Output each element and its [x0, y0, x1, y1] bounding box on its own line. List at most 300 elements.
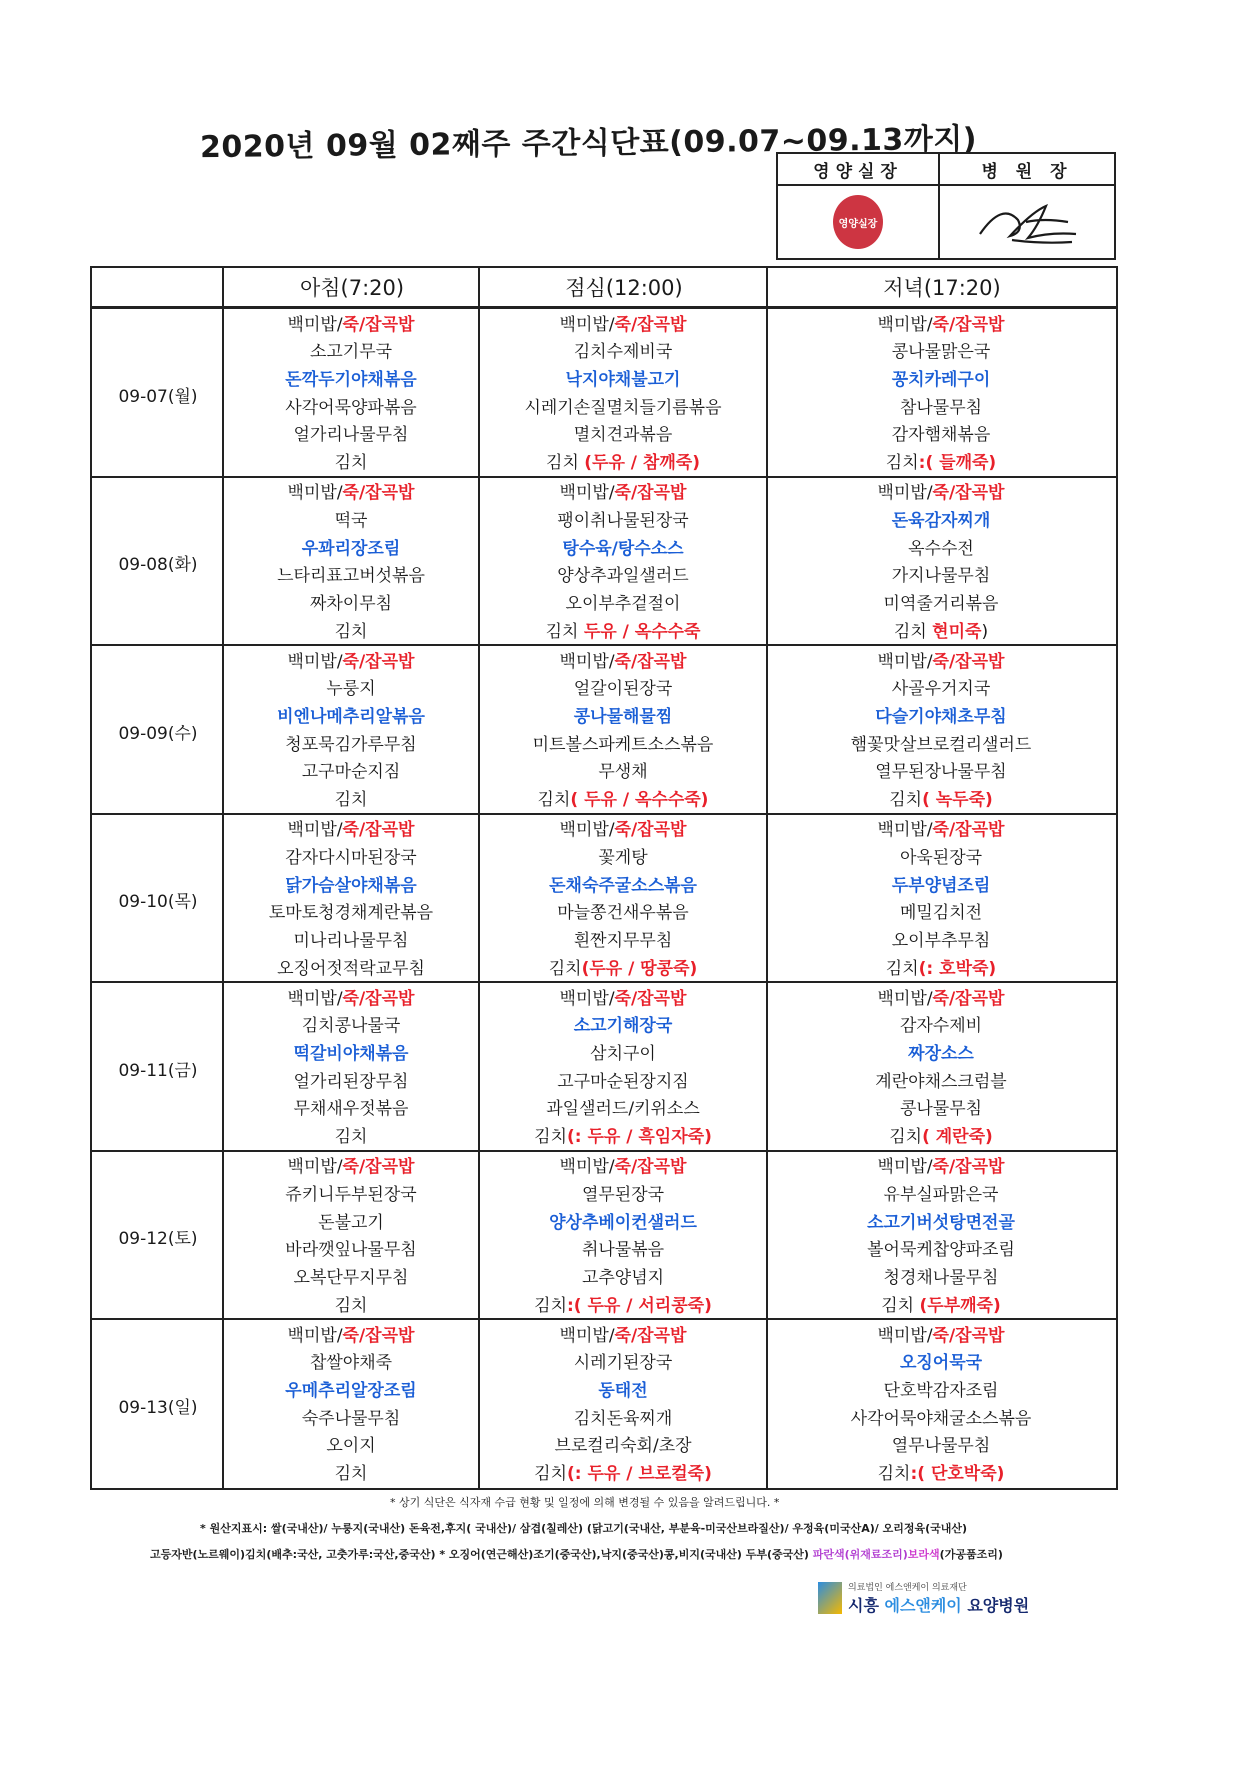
- menu-item-text: (: 두유 / 흑임자죽): [567, 1127, 712, 1148]
- menu-item-text: 옥수수전: [908, 538, 974, 559]
- menu-item: [277, 564, 425, 588]
- header-dinner: 저녁(17:20): [883, 276, 1001, 300]
- menu-item: [294, 929, 409, 953]
- menu-item-text: 꽃게탕: [598, 847, 648, 868]
- menu-item: [900, 901, 982, 925]
- menu-item-text: 죽/잡곡밥: [342, 988, 415, 1009]
- lunch-cell: [480, 815, 766, 985]
- menu-item: [288, 987, 415, 1011]
- menu-item: [574, 929, 673, 953]
- lunch-cell: [480, 646, 766, 816]
- menu-item-text: 백미밥/: [877, 988, 933, 1009]
- menu-item-text: 볼어묵케찹양파조림: [867, 1240, 1015, 1261]
- menu-item-text: 오이지: [326, 1436, 376, 1457]
- menu-item-text: 사각어묵양파볶음: [285, 397, 417, 418]
- menu-item-text: 우메추리알장조림: [285, 1381, 417, 1402]
- menu-item: [557, 1070, 688, 1094]
- menu-item-text: 오징어젓적락교무침: [277, 958, 425, 979]
- menu-item-text: 죽/잡곡밥: [342, 651, 415, 672]
- dinner-cell: [768, 309, 1114, 479]
- menu-item: [549, 1211, 697, 1235]
- menu-item-text: 백미밥/: [877, 483, 933, 504]
- menu-item-text: 죽/잡곡밥: [342, 314, 415, 335]
- menu-item: [294, 1042, 409, 1066]
- menu-item: [566, 368, 681, 392]
- menu-item-text: 콩나물맑은국: [891, 342, 991, 363]
- menu-item: [538, 788, 709, 812]
- day-label: 09-13(일): [118, 1397, 198, 1418]
- menu-item-text: (두부깨죽): [919, 1295, 1001, 1316]
- weekly-menu-table: [90, 266, 1118, 1490]
- menu-item-text: 사각어묵야채굴소스볶음: [850, 1408, 1032, 1429]
- menu-item: [566, 592, 681, 616]
- menu-item: [302, 537, 401, 561]
- menu-item-text: 무채새우젓볶음: [293, 1099, 409, 1120]
- menu-item-text: :( 두유 / 서리콩죽): [567, 1295, 712, 1316]
- menu-item-text: :( 단호박죽): [910, 1464, 1005, 1485]
- menu-item-text: 얼가리된장무침: [293, 1071, 409, 1092]
- menu-item: [285, 396, 416, 420]
- menu-item: [900, 1097, 982, 1121]
- menu-item: [269, 901, 433, 925]
- menu-item: [900, 1351, 982, 1375]
- menu-item: [598, 846, 647, 870]
- menu-item-text: 바라깻잎나물무침: [285, 1240, 417, 1261]
- menu-item: [878, 1462, 1005, 1486]
- menu-item-text: 백미밥/: [559, 1157, 615, 1178]
- menu-item-text: 돈불고기: [318, 1212, 384, 1233]
- menu-item-text: 고구마순지짐: [301, 762, 401, 783]
- menu-item: [878, 313, 1005, 337]
- menu-item-text: 가지나물무침: [891, 566, 991, 587]
- menu-item: [574, 1014, 673, 1038]
- menu-item: [878, 650, 1005, 674]
- menu-item: [285, 846, 416, 870]
- menu-item-text: (: 두유 / 브로컬죽): [567, 1464, 712, 1485]
- menu-item: [562, 537, 683, 561]
- menu-item: [598, 760, 647, 784]
- menu-item: [560, 818, 687, 842]
- menu-item-text: 죽/잡곡밥: [614, 988, 687, 1009]
- menu-item: [892, 564, 991, 588]
- menu-item-text: 백미밥/: [877, 820, 933, 841]
- lunch-cell: [480, 983, 766, 1153]
- logo-foundation-text: 의료법인 에스앤케이 의료재단: [848, 1583, 967, 1593]
- menu-item-text: 백미밥/: [287, 314, 343, 335]
- menu-item-text: 백미밥/: [877, 1325, 933, 1346]
- menu-item-text: 브로컬리숙회/초장: [554, 1436, 692, 1457]
- menu-item: [889, 788, 993, 812]
- menu-item-text: 오복단무지무침: [293, 1267, 409, 1288]
- menu-item: [851, 1407, 1032, 1431]
- menu-item-text: 김치: [534, 1295, 567, 1316]
- menu-item-text: 백미밥/: [559, 988, 615, 1009]
- menu-item-text: (두유 / 땅콩죽): [581, 958, 698, 979]
- origin-processed-label: (가공품조리): [939, 1548, 1003, 1561]
- menu-item: [875, 760, 1006, 784]
- menu-item: [549, 957, 698, 981]
- menu-item-text: 콩나물해물찜: [573, 707, 673, 728]
- menu-item: [326, 677, 375, 701]
- menu-item-text: 백미밥/: [287, 988, 343, 1009]
- menu-item-text: 김치: [534, 1464, 567, 1485]
- menu-item-text: 햄꽃맛살브로컬리샐러드: [850, 734, 1032, 755]
- menu-item-text: 돈깍두기야채볶음: [285, 370, 417, 391]
- menu-item-text: 소고기버섯탕면전골: [867, 1212, 1015, 1233]
- day-row: [92, 476, 1116, 648]
- menu-item: [884, 592, 999, 616]
- menu-item-text: 청포묵김가루무침: [285, 734, 417, 755]
- menu-item: [294, 1266, 409, 1290]
- menu-item-text: 백미밥/: [287, 820, 343, 841]
- menu-item: [310, 592, 392, 616]
- menu-item: [546, 1097, 700, 1121]
- lunch-cell: [480, 1320, 766, 1490]
- menu-item: [285, 874, 416, 898]
- menu-item: [288, 650, 415, 674]
- menu-item-text: 떡국: [334, 510, 368, 531]
- menu-item-text: 탕수육/탕수소스: [562, 538, 684, 559]
- menu-item-text: 토마토청경채계란볶음: [268, 903, 434, 924]
- menu-item-text: 꽁치카레구이: [891, 370, 991, 391]
- menu-item-text: 누룽지: [326, 679, 376, 700]
- menu-item-text: 감자다시마된장국: [285, 847, 417, 868]
- menu-item: [326, 1434, 375, 1458]
- origin-line-1: * 원산지표시: 쌀(국내산)/ 누룽지(국내산) 돈육전,후지( 국내산)/ 삼겹(칠레산) (닭고기(국내산, 부분육-미국산브라질산)/ 우정육(미국산A)/ 오리정육(국내산): [200, 1522, 968, 1535]
- day-row: [92, 813, 1116, 985]
- menu-item: [908, 1042, 974, 1066]
- menu-item: [288, 313, 415, 337]
- menu-item: [574, 340, 673, 364]
- menu-item-text: 쥬키니두부된장국: [285, 1184, 417, 1205]
- dinner-cell: [768, 1152, 1114, 1322]
- menu-item: [560, 481, 687, 505]
- origin-line-2: [150, 1546, 1120, 1562]
- day-label: 09-10(목): [118, 892, 198, 912]
- menu-item-text: 얼가리나물무침: [293, 425, 409, 446]
- menu-item-text: 김치: [534, 1127, 567, 1148]
- menu-item: [302, 1407, 401, 1431]
- nutrition-manager-label: 영양실장: [778, 154, 940, 186]
- signature-mark: [972, 192, 1082, 252]
- menu-item: [892, 423, 991, 447]
- menu-item-text: ( 두유 / 옥수수죽): [570, 790, 709, 811]
- menu-item-text: 죽/잡곡밥: [932, 988, 1005, 1009]
- menu-item-text: 죽/잡곡밥: [614, 314, 687, 335]
- logo-hospital-name: [848, 1593, 1029, 1616]
- menu-item-text: 김치: [885, 958, 919, 979]
- hospital-logo: [818, 1580, 1029, 1616]
- menu-item: [549, 874, 697, 898]
- menu-item-text: 낙지야채불고기: [565, 370, 681, 391]
- menu-item-text: 시레기된장국: [573, 1353, 673, 1374]
- breakfast-cell: [224, 478, 478, 648]
- menu-item: [892, 929, 991, 953]
- menu-item: [285, 368, 416, 392]
- logo-name-accent: 에스앤케이: [884, 1596, 962, 1615]
- menu-item-text: 백미밥/: [877, 651, 933, 672]
- menu-item-text: 김치: [334, 1127, 368, 1148]
- lunch-cell: [480, 1152, 766, 1322]
- menu-item-text: 미트볼스파케트소스볶음: [532, 734, 714, 755]
- day-row: [92, 307, 1116, 479]
- menu-item: [557, 901, 688, 925]
- menu-item: [884, 1183, 999, 1207]
- menu-item: [534, 1125, 712, 1149]
- menu-item: [878, 987, 1005, 1011]
- menu-item-text: 백미밥/: [287, 483, 343, 504]
- approval-box: [776, 152, 1116, 260]
- day-label: 09-08(화): [118, 555, 198, 575]
- menu-item-text: 미역줄거리볶음: [883, 593, 999, 614]
- menu-item: [574, 1351, 673, 1375]
- menu-item: [560, 1324, 687, 1348]
- menu-item-text: 죽/잡곡밥: [614, 483, 687, 504]
- menu-item: [590, 1042, 656, 1066]
- origin-blue-legend: 파란색(위재료조리): [812, 1548, 908, 1561]
- menu-item: [560, 313, 687, 337]
- menu-item-text: 김치: [877, 1464, 911, 1485]
- header-lunch: 점심(12:00): [565, 276, 683, 300]
- menu-item-text: 백미밥/: [559, 483, 615, 504]
- logo-name-part: 요양병원: [961, 1596, 1030, 1615]
- menu-item: [892, 677, 991, 701]
- breakfast-cell: [224, 815, 478, 985]
- day-row: [92, 1318, 1116, 1490]
- breakfast-cell: [224, 309, 478, 479]
- menu-item-text: 백미밥/: [287, 651, 343, 672]
- menu-item: [900, 1014, 982, 1038]
- day-label: 09-09(수): [118, 723, 198, 744]
- menu-item: [335, 1294, 368, 1318]
- menu-item: [335, 1462, 368, 1486]
- menu-item-text: (: 호박죽): [918, 958, 997, 979]
- menu-item-text: 짜차이무침: [309, 593, 393, 614]
- menu-item-text: 양상추베이컨샐러드: [549, 1212, 697, 1233]
- hospital-logo-icon: [818, 1582, 842, 1614]
- menu-item-text: 마늘쫑건새우볶음: [557, 903, 689, 924]
- menu-item: [574, 705, 673, 729]
- menu-item: [574, 1407, 673, 1431]
- menu-item-text: 닭가슴살야채볶음: [285, 875, 417, 896]
- breakfast-cell: [224, 646, 478, 816]
- menu-item-text: 메밀김치전: [899, 903, 983, 924]
- menu-item: [900, 846, 982, 870]
- seal-stamp: [833, 195, 883, 249]
- dinner-cell: [768, 1320, 1114, 1490]
- menu-item-text: 숙주나물무침: [301, 1408, 401, 1429]
- menu-item-text: 참나물무침: [899, 397, 983, 418]
- menu-item: [294, 1097, 409, 1121]
- menu-item-text: 고구마순된장지짐: [557, 1071, 689, 1092]
- menu-item-text: 소고기해장국: [573, 1016, 673, 1037]
- menu-item-text: 유부실파맑은국: [883, 1184, 999, 1205]
- menu-item: [582, 1238, 664, 1262]
- menu-item: [533, 733, 714, 757]
- menu-item-text: 죽/잡곡밥: [614, 651, 687, 672]
- menu-item-text: 김치: [334, 1464, 368, 1485]
- menu-item: [524, 396, 721, 420]
- menu-item-text: 김치돈육찌개: [573, 1408, 673, 1429]
- menu-item: [560, 650, 687, 674]
- nutrition-manager-seal-cell: [778, 186, 940, 258]
- menu-item-text: 고추양념지: [581, 1267, 665, 1288]
- menu-item-text: 두부양념조림: [891, 875, 991, 896]
- menu-item-text: 흰짠지무무침: [573, 930, 673, 951]
- day-label: 09-07(월): [118, 386, 198, 407]
- menu-item: [288, 1324, 415, 1348]
- menu-item-text: ): [981, 621, 989, 642]
- menu-item-text: 김치: [537, 790, 571, 811]
- menu-item-text: 돈채숙주굴소스볶음: [549, 875, 697, 896]
- menu-item-text: 삼치구이: [590, 1044, 656, 1065]
- director-signature-cell: [940, 186, 1114, 258]
- menu-item: [534, 1294, 712, 1318]
- origin-purple-label: 보라색: [907, 1548, 940, 1561]
- menu-item-text: 김치: [889, 1127, 923, 1148]
- menu-item: [335, 788, 368, 812]
- menu-item: [318, 1211, 384, 1235]
- menu-item-text: 얼갈이된장국: [573, 679, 673, 700]
- menu-item-text: 시레기손질멸치들기름볶음: [524, 397, 722, 418]
- menu-item-text: 김치콩나물국: [301, 1016, 401, 1037]
- menu-item-text: 열무나물무침: [891, 1436, 991, 1457]
- menu-item-text: 김치: [881, 1295, 920, 1316]
- menu-item-text: 김치: [334, 1295, 368, 1316]
- menu-item-text: 오이부추겉절이: [565, 593, 681, 614]
- menu-item-text: 오징어묵국: [899, 1353, 983, 1374]
- menu-item-text: 양상추과일샐러드: [557, 566, 689, 587]
- seal-text: 영양실장: [838, 218, 878, 230]
- day-label: 09-11(금): [118, 1060, 198, 1081]
- menu-item-text: 죽/잡곡밥: [342, 1325, 415, 1346]
- notice-text: * 상기 식단은 식자재 수급 현황 및 일정에 의해 변경될 수 있음을 알려드립니다. *: [390, 1496, 780, 1509]
- menu-item-text: 죽/잡곡밥: [932, 314, 1005, 335]
- menu-item-text: 멸치견과볶음: [573, 425, 673, 446]
- menu-item: [892, 874, 991, 898]
- menu-item-text: 느타리표고버섯볶음: [277, 566, 425, 587]
- origin-line-2-text: 고등자반(노르웨이)김치(배추:국산, 고춧가루:국산,중국산) * 오징어(연근해산)조기(중국산),낙지(중국산)콩,비지(국내산) 두부(중국산): [150, 1548, 813, 1561]
- menu-item: [878, 481, 1005, 505]
- menu-item-text: 백미밥/: [559, 314, 615, 335]
- menu-item: [277, 705, 425, 729]
- menu-item-text: 백미밥/: [287, 1325, 343, 1346]
- menu-item-text: 계란야채스크럼블: [875, 1071, 1007, 1092]
- menu-item: [894, 620, 988, 644]
- menu-item-text: 과일샐러드/키위소스: [546, 1099, 700, 1120]
- menu-item: [878, 1324, 1005, 1348]
- menu-item-text: 열무된장국: [581, 1184, 665, 1205]
- dinner-cell: [768, 478, 1114, 648]
- menu-item-text: (두유 / 참깨죽): [584, 453, 700, 474]
- menu-item: [285, 1238, 416, 1262]
- menu-item-text: 짜장소스: [908, 1044, 974, 1065]
- menu-item: [335, 451, 368, 475]
- menu-item: [892, 368, 991, 392]
- menu-item-text: 죽/잡곡밥: [932, 483, 1005, 504]
- menu-item: [851, 733, 1032, 757]
- menu-item-text: 김치: [893, 621, 933, 642]
- menu-item: [884, 1266, 999, 1290]
- menu-item-text: 아욱된장국: [899, 847, 983, 868]
- menu-item: [886, 451, 996, 475]
- menu-item-text: 동태전: [598, 1381, 648, 1402]
- menu-item: [867, 1238, 1015, 1262]
- logo-name-part: 시흥: [848, 1596, 885, 1615]
- menu-item-text: 김치: [334, 790, 368, 811]
- menu-item-text: 백미밥/: [877, 314, 933, 335]
- menu-item-text: 백미밥/: [877, 1157, 933, 1178]
- menu-item: [534, 1462, 712, 1486]
- breakfast-cell: [224, 1152, 478, 1322]
- menu-item-text: 비엔나메추리알볶음: [277, 707, 425, 728]
- menu-item-text: 김치: [889, 790, 923, 811]
- menu-item: [277, 957, 425, 981]
- column-divider: [222, 268, 224, 1488]
- dinner-cell: [768, 983, 1114, 1153]
- column-divider: [478, 268, 480, 1488]
- menu-item: [892, 1434, 991, 1458]
- meal-header-row: [92, 268, 1116, 308]
- menu-item: [900, 396, 982, 420]
- menu-item-text: 떡갈비야채볶음: [293, 1044, 409, 1065]
- lunch-cell: [480, 309, 766, 479]
- header-breakfast: 아침(7:20): [299, 276, 405, 300]
- menu-item: [582, 1266, 664, 1290]
- menu-item-text: 죽/잡곡밥: [342, 1157, 415, 1178]
- menu-item: [310, 340, 392, 364]
- menu-item-text: 김치수제비국: [573, 342, 673, 363]
- menu-item-text: 감자햄채볶음: [891, 425, 991, 446]
- menu-item: [557, 509, 688, 533]
- menu-item: [285, 1379, 416, 1403]
- menu-item: [546, 451, 700, 475]
- menu-item-text: 백미밥/: [559, 651, 615, 672]
- menu-item: [554, 1434, 691, 1458]
- menu-item-text: 죽/잡곡밥: [932, 651, 1005, 672]
- menu-item-text: 현미죽: [932, 621, 982, 642]
- menu-item-text: 무생채: [598, 762, 648, 783]
- menu-item-text: 김치: [546, 453, 585, 474]
- menu-item: [560, 987, 687, 1011]
- menu-item: [875, 705, 1006, 729]
- menu-item: [574, 423, 673, 447]
- menu-item-text: 죽/잡곡밥: [614, 1325, 687, 1346]
- menu-item-text: 다슬기야채초무침: [875, 707, 1007, 728]
- menu-item: [288, 481, 415, 505]
- menu-item: [310, 1351, 392, 1375]
- menu-item-text: 죽/잡곡밥: [342, 483, 415, 504]
- menu-item: [881, 1294, 1000, 1318]
- menu-item: [302, 760, 401, 784]
- menu-item: [302, 1014, 401, 1038]
- menu-item-text: 미나리나물무침: [293, 930, 409, 951]
- day-label: 09-12(토): [118, 1229, 198, 1249]
- menu-item: [582, 1183, 664, 1207]
- menu-item-text: 콩나물무침: [899, 1099, 983, 1120]
- menu-item-text: 열무된장나물무침: [875, 762, 1007, 783]
- dinner-cell: [768, 815, 1114, 985]
- menu-item-text: 우꽈리장조림: [301, 538, 401, 559]
- menu-item: [884, 1379, 999, 1403]
- menu-item: [886, 957, 996, 981]
- menu-item: [335, 509, 368, 533]
- menu-item-text: ( 계란죽): [922, 1127, 993, 1148]
- menu-item-text: 백미밥/: [559, 820, 615, 841]
- menu-item: [560, 1155, 687, 1179]
- menu-item: [557, 564, 688, 588]
- menu-item-text: 단호박감자조림: [883, 1381, 999, 1402]
